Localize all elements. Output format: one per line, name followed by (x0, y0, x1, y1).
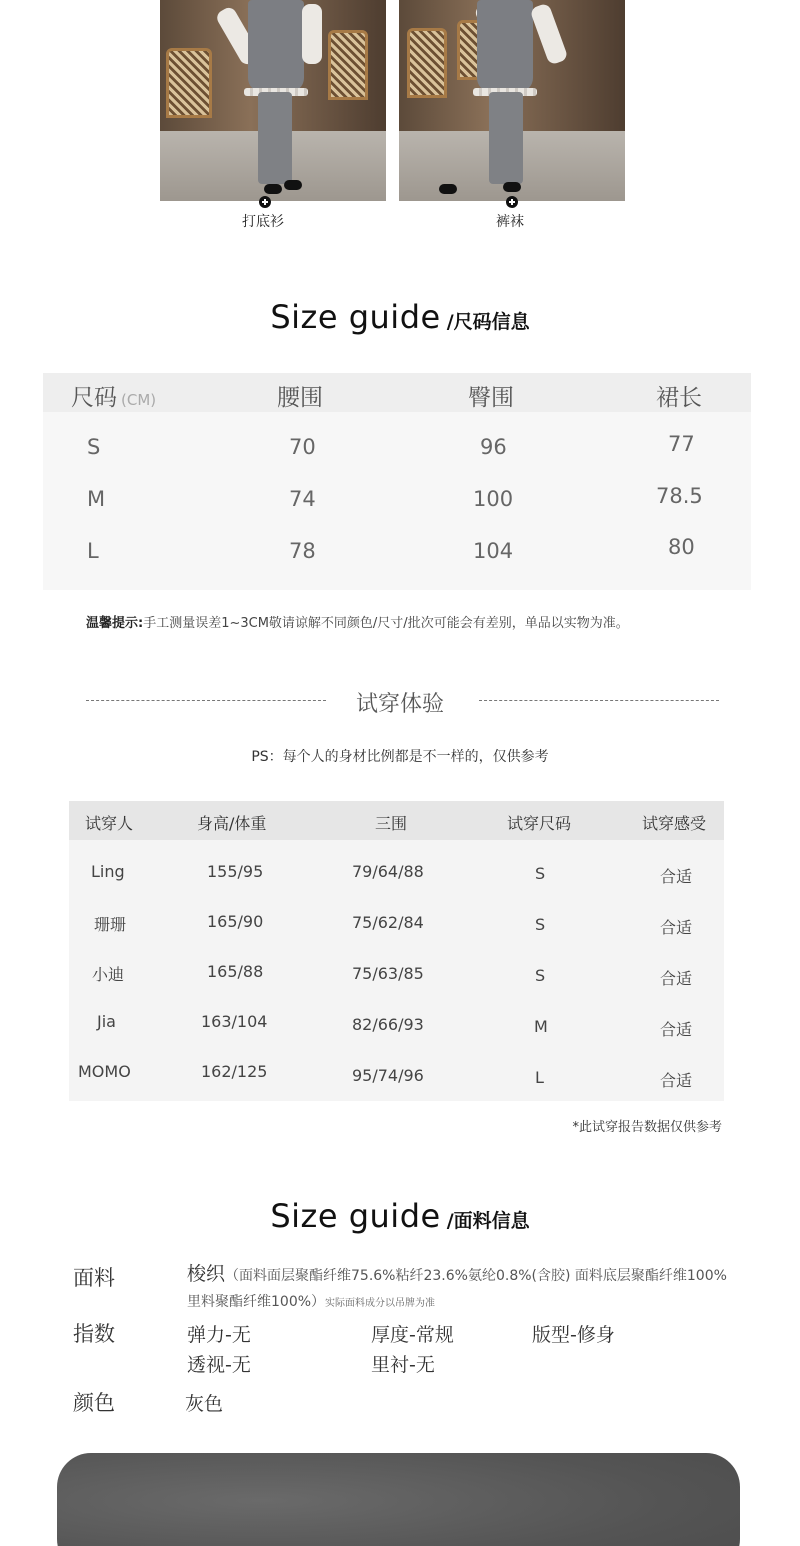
tryon-header-height-weight: 身高/体重 (197, 814, 267, 833)
size-table (43, 373, 751, 590)
size-cell: M (87, 487, 106, 511)
fabric-guide-heading (0, 1197, 800, 1235)
tryon-hw: 165/88 (207, 962, 264, 981)
plus-icon (259, 196, 271, 208)
tryon-feel: 合适 (660, 867, 693, 886)
divider-right (479, 700, 719, 701)
index-label: 指数 (73, 1322, 115, 1346)
tryon-bwh: 95/74/96 (352, 1066, 424, 1085)
length-cell: 80 (668, 535, 695, 559)
tryon-title: 试穿体验 (355, 692, 444, 717)
fabric-composition: （面料面层聚酯纤维75.6%粘纤23.6%氨纶0.8%(含胶) 面料底层聚酯纤维100% 里料聚酯纤维100%） (187, 1268, 727, 1310)
waist-cell: 78 (289, 539, 316, 563)
tryon-header-feel: 试穿感受 (642, 814, 707, 833)
fabric-label: 面料 (73, 1266, 115, 1290)
tryon-bwh: 79/64/88 (352, 862, 424, 881)
fabric-detail (187, 1262, 732, 1316)
tryon-bwh: 82/66/93 (352, 1015, 424, 1034)
tryon-hw: 165/90 (207, 912, 264, 931)
product-photo-base-layer (160, 0, 386, 201)
size-cell: L (87, 539, 99, 563)
waist-cell: 74 (289, 487, 316, 511)
product-photo-tights (399, 0, 625, 201)
tryon-size: S (535, 915, 546, 934)
size-guide-title: Size guide (270, 298, 441, 336)
plus-icon (506, 196, 518, 208)
tryon-ps: PS：每个人的身材比例都是不一样的，仅供参考 (251, 749, 549, 765)
tryon-hw: 162/125 (201, 1062, 268, 1081)
tryon-bwh: 75/63/85 (352, 964, 424, 983)
tryon-feel: 合适 (660, 1020, 693, 1039)
tryon-header-measurements: 三围 (375, 814, 408, 833)
hip-cell: 104 (473, 539, 514, 563)
size-unit: (CM) (121, 391, 157, 409)
tryon-name: 珊珊 (94, 915, 127, 934)
hip-cell: 100 (473, 487, 514, 511)
fabric-guide-title: Size guide (270, 1197, 441, 1235)
waist-cell: 70 (289, 435, 316, 459)
size-header-length: 裙长 (656, 385, 702, 411)
tryon-size: L (535, 1068, 544, 1087)
photo-caption-base-layer: 打底衫 (242, 214, 284, 230)
tryon-header-size: 试穿尺码 (507, 814, 572, 833)
thickness: 厚度-常规 (371, 1324, 454, 1346)
tryon-feel: 合适 (660, 969, 693, 988)
tryon-size: S (535, 864, 546, 883)
tryon-bwh: 75/62/84 (352, 913, 424, 932)
hip-cell: 96 (480, 435, 507, 459)
color-value: 灰色 (185, 1393, 224, 1415)
sheer: 透视-无 (187, 1354, 251, 1376)
fabric-main: 梭织 (187, 1263, 226, 1285)
tryon-table (69, 801, 724, 1101)
lining: 里衬-无 (371, 1354, 435, 1376)
size-guide-subtitle: /尺码信息 (446, 311, 530, 333)
size-cell: S (87, 435, 101, 459)
tryon-name: Jia (97, 1012, 116, 1031)
tryon-note: *此试穿报告数据仅供参考 (572, 1120, 722, 1135)
tryon-name: MOMO (78, 1062, 131, 1081)
fit: 版型-修身 (532, 1324, 615, 1346)
tryon-feel: 合适 (660, 1071, 693, 1090)
photo-caption-tights: 裤袜 (496, 214, 524, 230)
length-cell: 77 (668, 432, 695, 456)
tryon-name: Ling (91, 862, 125, 881)
tryon-hw: 163/104 (201, 1012, 268, 1031)
size-header-hip: 臀围 (468, 385, 514, 411)
size-guide-heading (0, 298, 800, 336)
fabric-swatch (57, 1453, 740, 1546)
length-cell: 78.5 (656, 484, 703, 508)
tip-text: 手工测量误差1~3CM敬请谅解不同颜色/尺寸/批次可能会有差别，单品以实物为准。 (143, 616, 629, 631)
fabric-note: 实际面料成分以吊牌为准 (325, 1298, 436, 1309)
size-header-size: 尺码 (CM) (71, 385, 157, 411)
measurement-tip (86, 612, 629, 631)
tryon-hw: 155/95 (207, 862, 264, 881)
fabric-guide-subtitle: /面料信息 (446, 1210, 530, 1232)
tryon-header-person: 试穿人 (85, 814, 134, 833)
tip-label: 温馨提示: (86, 616, 144, 631)
tryon-name: 小迪 (92, 965, 125, 984)
tryon-size: S (535, 966, 546, 985)
size-header-waist: 腰围 (277, 385, 323, 411)
tryon-size: M (534, 1017, 548, 1036)
color-label: 颜色 (73, 1391, 115, 1415)
elasticity: 弹力-无 (187, 1324, 251, 1346)
tryon-feel: 合适 (660, 918, 693, 937)
